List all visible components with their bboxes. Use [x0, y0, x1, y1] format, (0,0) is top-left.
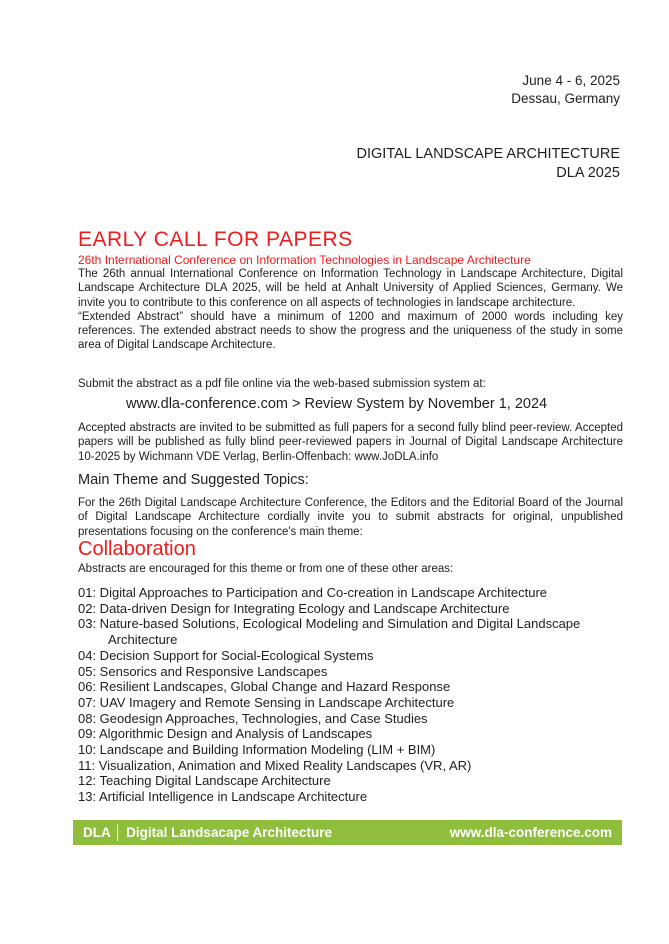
- topic-item: 04: Decision Support for Social-Ecological Systems: [78, 647, 374, 663]
- topic-item: 06: Resilient Landscapes, Global Change and Hazard Response: [78, 679, 451, 695]
- intro-section: [78, 267, 623, 353]
- invitation-paragraph: For the 26th Digital Landscape Architecture Conference, the Editors and the Editorial Board of the Journal of Digital Landscape Architecture cordially invite you to submit abstracts for original, unpublished presentations focusing on the conference's main theme:: [78, 497, 623, 538]
- conference-title-block: [357, 145, 620, 183]
- topic-item: 01: Digital Approaches to Participation and Co-creation in Landscape Architecture: [78, 585, 548, 600]
- footer-bar: [73, 820, 622, 845]
- intro-paragraph: The 26th annual International Conference on Information Technology in Landscape Architecture, Digital Landscape Architecture DLA 2025, will be held at Anhalt University of Applied Sciences, Germany. We invite you to contribute to this conference on all aspects of technologies in landscape architecture.: [78, 268, 623, 309]
- event-date: June 4 - 6, 2025: [522, 73, 620, 88]
- main-theme-heading: Main Theme and Suggested Topics:: [78, 472, 309, 488]
- submit-instruction: Submit the abstract as a pdf file online via the web-based submission system at:: [78, 378, 486, 390]
- topic-item: 03: Nature-based Solutions, Ecological Modeling and Simulation and Digital Landscape Architecture: [78, 616, 581, 648]
- event-date-block: [511, 72, 620, 107]
- accepted-papers-paragraph: Accepted abstracts are invited to be submitted as full papers for a second fully blind peer-review. Accepted papers will be published as fully blind peer-reviewed papers in Journal of Digital Landscape Architecture 10-2025 by Wichmann VDE Verlag, Berlin-Offenbach: www.JoDLA.info: [78, 422, 623, 463]
- submission-link[interactable]: www.dla-conference.com > Review System by November 1, 2024: [126, 396, 548, 412]
- conference-subtitle: 26th International Conference on Information Technologies in Landscape Architecture: [78, 253, 531, 267]
- topic-item: 11: Visualization, Animation and Mixed Reality Landscapes (VR, AR): [78, 757, 472, 773]
- topic-item: 07: UAV Imagery and Remote Sensing in Landscape Architecture: [78, 694, 455, 710]
- encouraged-line: Abstracts are encouraged for this theme or from one of these other areas:: [78, 563, 454, 575]
- footer-brand: DLA │ Digital Landsacape Architecture: [83, 825, 332, 840]
- event-location: Dessau, Germany: [511, 90, 620, 106]
- theme-heading: Collaboration: [78, 538, 196, 560]
- topic-item: 05: Sensorics and Responsive Landscapes: [78, 663, 328, 679]
- topic-item: 09: Algorithmic Design and Analysis of Landscapes: [78, 726, 373, 742]
- topics-list: [78, 585, 626, 805]
- topic-item: 02: Data-driven Design for Integrating Ecology and Landscape Architecture: [78, 600, 510, 616]
- topic-item: 10: Landscape and Building Information Modeling (LIM + BIM): [78, 742, 436, 758]
- topic-item: 12: Teaching Digital Landscape Architecture: [78, 773, 331, 789]
- call-for-papers-heading: EARLY CALL FOR PAPERS: [78, 228, 353, 251]
- abstract-requirements-paragraph: “Extended Abstract” should have a minimum of 1200 and maximum of 2000 words including key references. The extended abstract needs to show the progress and the uniqueness of the study in some area of Digital Landscape Architecture.: [78, 310, 623, 352]
- conference-acronym: DLA 2025: [556, 165, 620, 181]
- footer-url[interactable]: www.dla-conference.com: [449, 825, 612, 840]
- conference-title: DIGITAL LANDSCAPE ARCHITECTURE: [356, 146, 620, 162]
- topic-item: 13: Artificial Intelligence in Landscape Architecture: [78, 789, 368, 805]
- topic-item: 08: Geodesign Approaches, Technologies, and Case Studies: [78, 710, 428, 726]
